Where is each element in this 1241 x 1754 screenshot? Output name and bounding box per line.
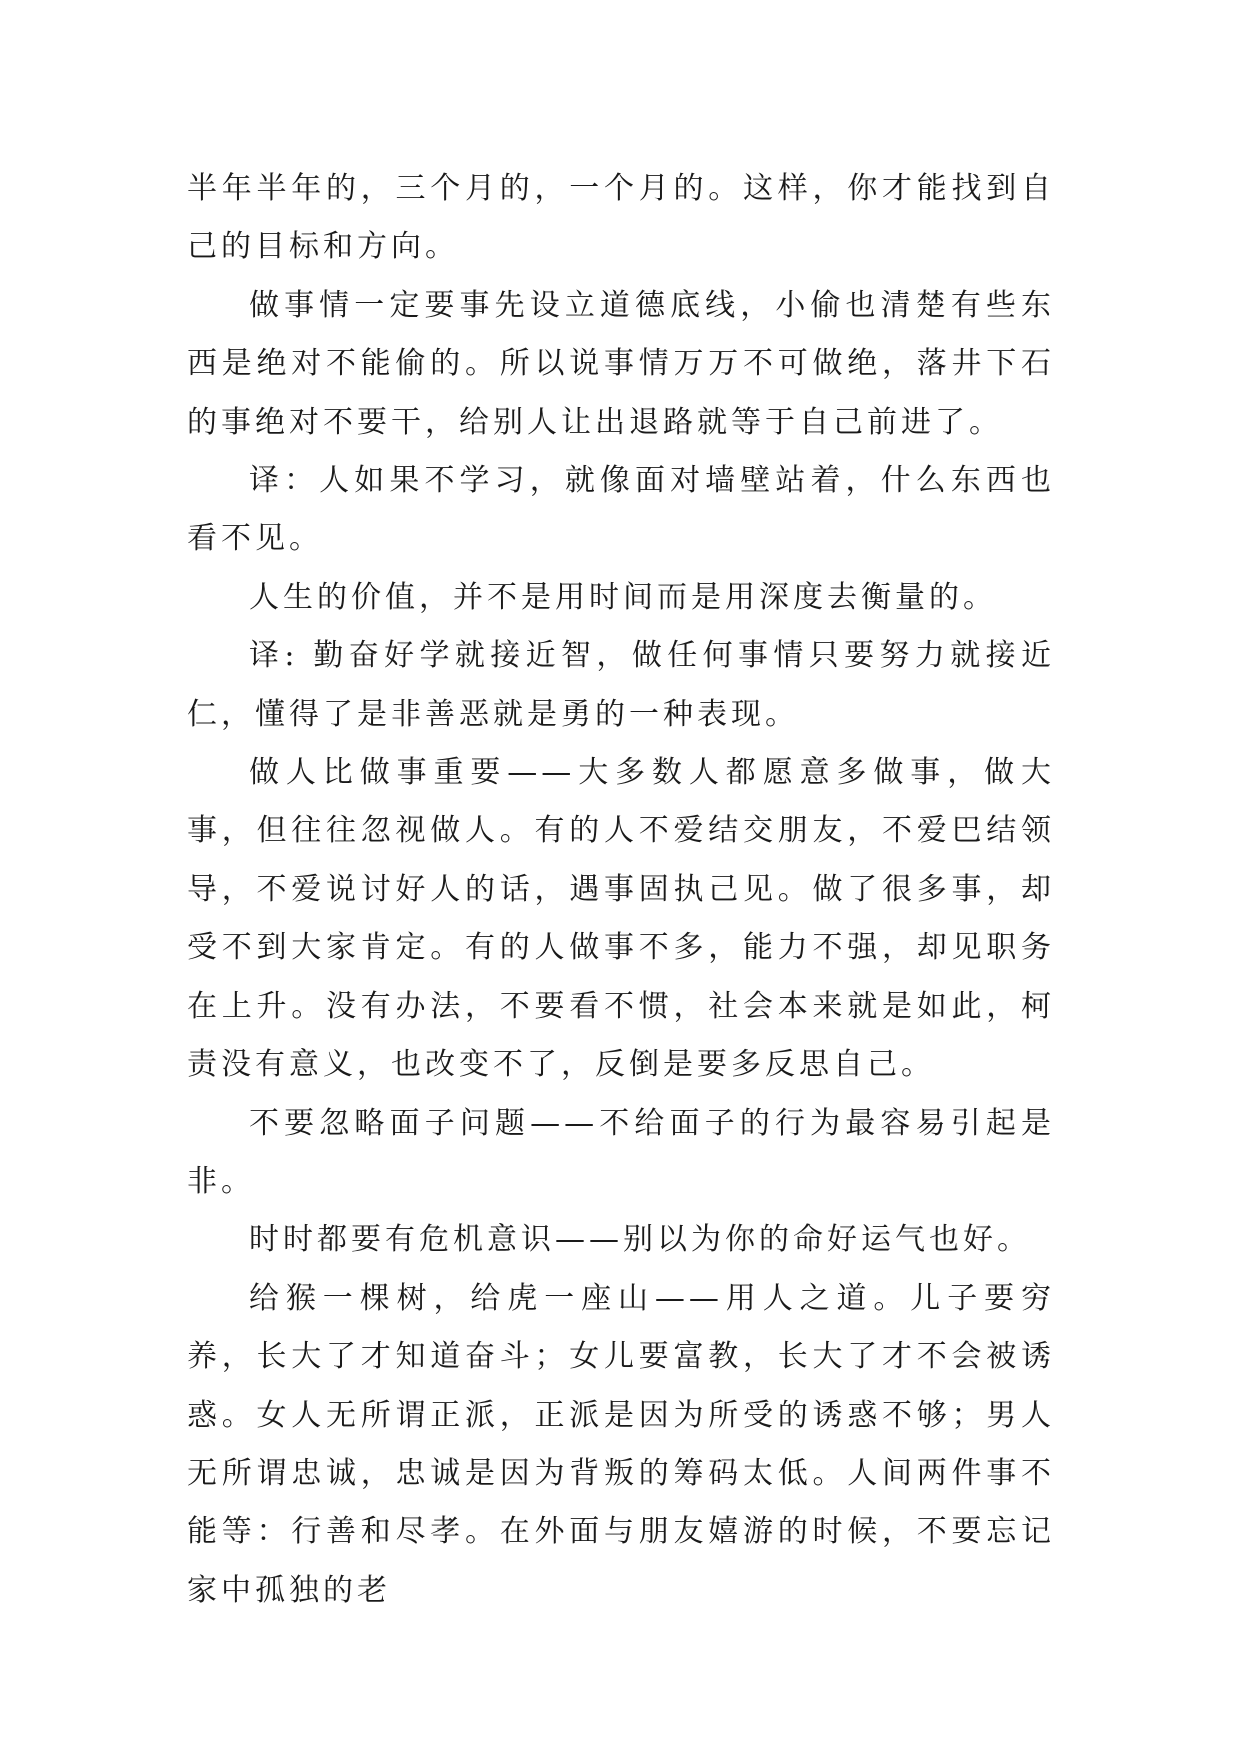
- paragraph-2: 做事情一定要事先设立道德底线，小偷也清楚有些东西是绝对不能偷的。所以说事情万万不可做绝，落井下石的事绝对不要干，给别人让出退路就等于自己前进了。: [187, 287, 1055, 440]
- paragraph-9: 给猴一棵树，给虎一座山——用人之道。儿子要穷养，长大了才知道奋斗；女儿要富教，长大了才不会被诱惑。女人无所谓正派，正派是因为所受的诱惑不够；男人无所谓忠诚，忠诚是因为背叛的筹码太低。人间两件事不能等：行善和尽孝。在外面与朋友嬉游的时候，不要忘记家中孤独的老: [187, 1280, 1055, 1608]
- paragraph-3: 译：人如果不学习，就像面对墙壁站着，什么东西也看不见。: [187, 463, 1055, 557]
- paragraph-8: 时时都要有危机意识——别以为你的命好运气也好。: [249, 1222, 1031, 1258]
- paragraph-4: 人生的价值，并不是用时间而是用深度去衡量的。: [249, 579, 997, 615]
- paragraph-6: 做人比做事重要——大多数人都愿意多做事，做大事，但往往忽视做人。有的人不爱结交朋友，不爱巴结领导，不爱说讨好人的话，遇事固执己见。做了很多事，却受不到大家肯定。有的人做事不多，能力不强，却见职务在上升。没有办法，不要看不惯，社会本来就是如此，柯责没有意义，也改变不了，反倒是要多反思自己。: [187, 755, 1055, 1083]
- paragraph-1: 半年半年的，三个月的，一个月的。这样，你才能找到自己的目标和方向。: [187, 171, 1055, 265]
- paragraph-7: 不要忽略面子问题——不给面子的行为最容易引起是非。: [187, 1105, 1055, 1199]
- paragraph-5: 译: 勤奋好学就接近智，做任何事情只要努力就接近仁，懂得了是非善恶就是勇的一种表现。: [187, 638, 1055, 732]
- document-body: [187, 160, 1055, 1620]
